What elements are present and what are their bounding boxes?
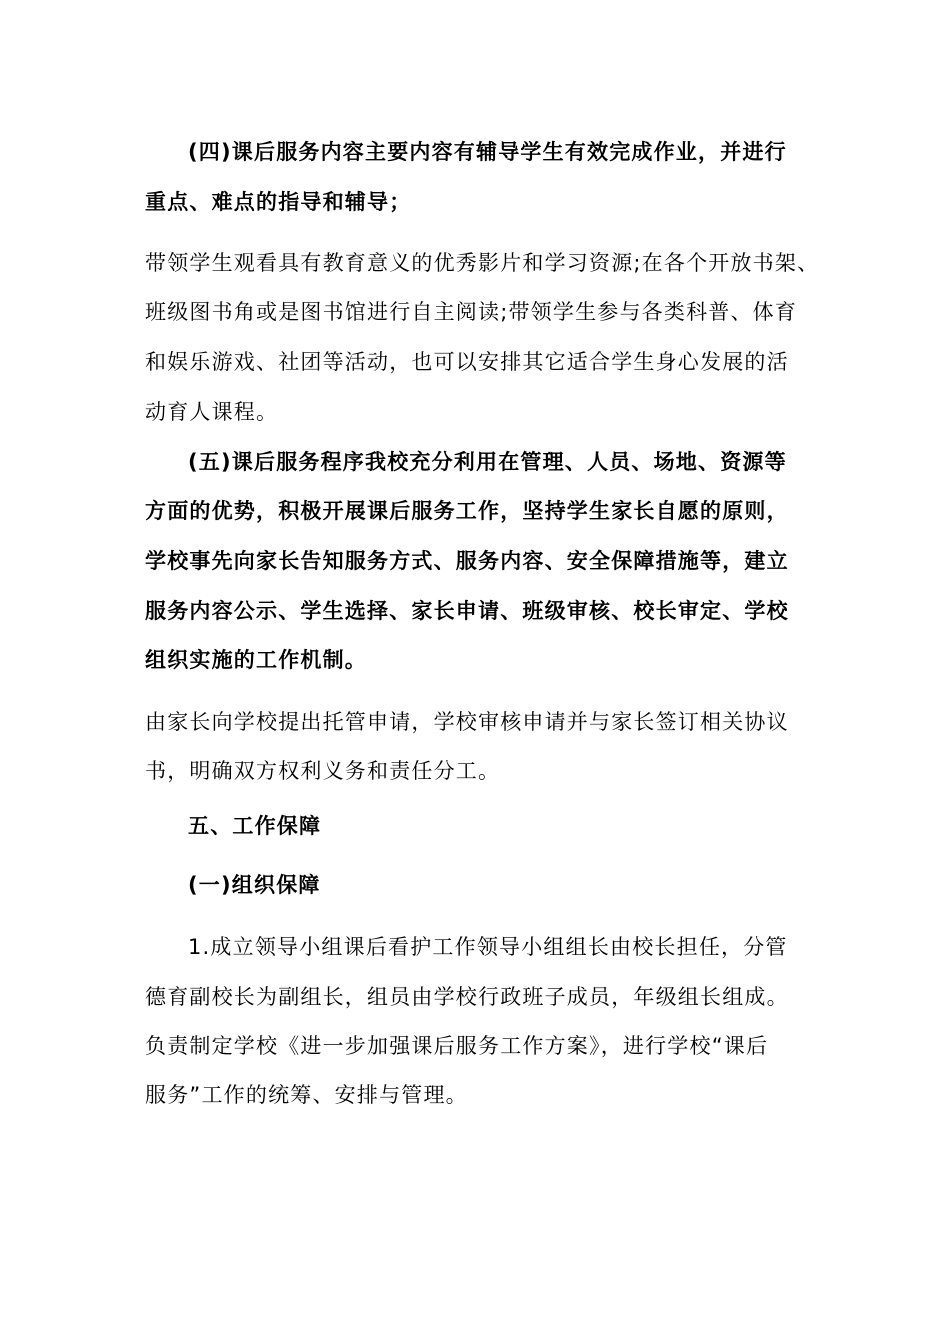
leadership-line-1: 1.成立领导小组课后看护工作领导小组组长由校长担任，分管: [188, 935, 788, 959]
leadership-line-2: 德育副校长为副组长，组员由学校行政班子成员，年级组长组成。: [145, 985, 789, 1009]
activities-line-1: 带领学生观看具有教育意义的优秀影片和学习资源;在各个开放书架、: [145, 251, 820, 275]
leadership-line-4: 服务”工作的统筹、安排与管理。: [145, 1083, 468, 1107]
activities-line-2: 班级图书角或是图书馆进行自主阅读;带领学生参与各类科普、体育: [145, 300, 798, 324]
section-five-line-2: 方面的优势，积极开展课后服务工作，坚持学生家长自愿的原则，: [145, 499, 789, 523]
activities-line-4: 动育人课程。: [145, 400, 279, 424]
section-five-line-4: 服务内容公示、学生选择、家长申请、班级审核、校长审定、学校: [145, 599, 789, 623]
leadership-line-3: 负责制定学校《进一步加强课后服务工作方案》，进行学校“课后: [145, 1034, 769, 1058]
section-five-line-3: 学校事先向家长告知服务方式、服务内容、安全保障措施等，建立: [145, 549, 789, 573]
heading-work-guarantee: 五、工作保障: [188, 814, 322, 838]
section-five-line-5: 组织实施的工作机制。: [145, 648, 367, 672]
section-four-line-1: (四)课后服务内容主要内容有辅导学生有效完成作业，并进行: [188, 140, 787, 164]
section-four-line-2: 重点、难点的指导和辅导；: [145, 190, 412, 214]
section-five-line-1: (五)课后服务程序我校充分利用在管理、人员、场地、资源等: [188, 450, 787, 474]
application-line-1: 由家长向学校提出托管申请，学校审核申请并与家长签订相关协议: [145, 710, 789, 734]
heading-org-guarantee: (一)组织保障: [188, 873, 321, 897]
activities-line-3: 和娱乐游戏、社团等活动，也可以安排其它适合学生身心发展的活: [145, 350, 789, 374]
application-line-2: 书，明确双方权利义务和责任分工。: [145, 759, 501, 783]
